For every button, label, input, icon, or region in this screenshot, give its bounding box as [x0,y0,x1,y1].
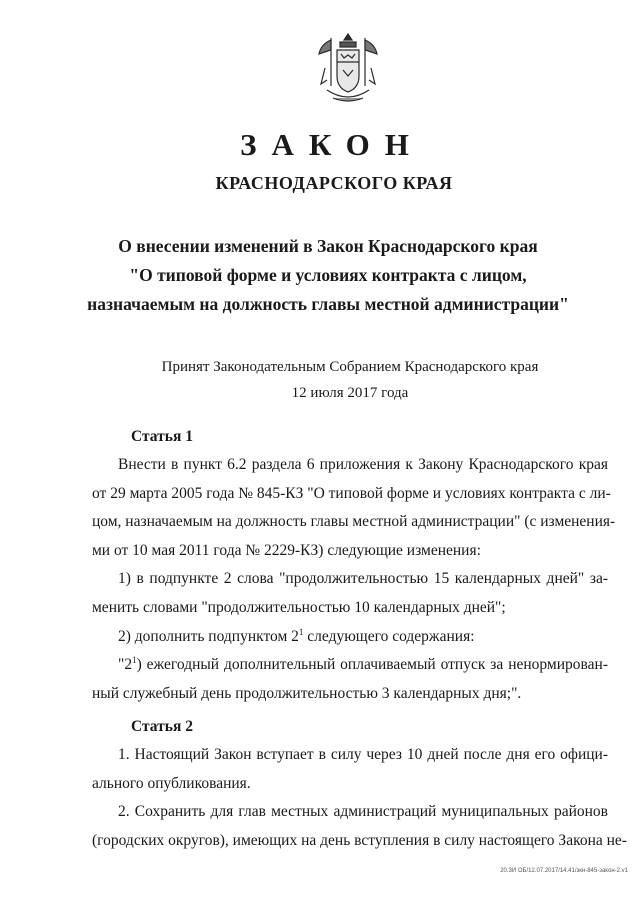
heading-line: назначаемым на должность главы местной администрации" [87,294,569,314]
adoption-body: Принят Законодательным Собранием Краснодарского края [161,359,539,375]
article-2-line: 1. Настоящий Закон вступает в силу через 10 дней после дня его офици- [118,746,608,763]
article-1-quote-line [92,651,608,680]
article-1-line: ный служебный день продолжительностью 3 календарных дня;". [92,684,522,702]
document-footer-code: 20.3И ОБ/12.07.2017/14.41/зкн-845-закон-2.v1 [500,868,628,874]
article-1-title: Статья 1 [131,428,193,445]
quote-text: ежегодный дополнительный оплачиваемый отпуск за ненормирован- [146,656,608,674]
article-1-line: от 29 марта 2005 года № 845-КЗ "О типовой форме и условиях контракта с ли- [92,484,611,502]
heading-line: "О типовой форме и условиях контракта с лицом, [129,265,527,285]
law-region: КРАСНОДАРСКОГО КРАЯ [215,173,453,193]
adoption-date: 12 июля 2017 года [291,385,409,401]
article-1-line: 1) в подпункте 2 слова "продолжительностью 15 календарных дней" за- [118,570,608,588]
heading-line: О внесении изменений в Закон Краснодарского края [118,236,538,256]
article-2-line: ального опубликования. [92,774,251,792]
article-2-body [92,741,627,855]
article-1-line: Внести в пункт 6.2 раздела 6 приложения к Закону Краснодарского края [118,456,608,473]
quote-prefix: "2 [118,656,133,674]
quote-superscript: 1 [132,655,137,666]
article-2-line: (городских округов), имеющих на день вступления в силу настоящего Закона не- [92,831,627,849]
article-2-title: Статья 2 [131,718,193,735]
quote-close: ) [136,656,147,674]
law-heading [0,232,640,319]
article-1-line: ми от 10 мая 2011 года № 2229-КЗ) следующие изменения: [92,541,481,559]
article-1-item-2 [92,623,608,652]
article-1-line: цом, назначаемым на должность главы местной администрации" (с изменения- [92,513,616,531]
article-1-line: менить словами "продолжительностью 10 календарных дней"; [92,598,506,616]
article-2-line: 2. Сохранить для глав местных администраций муниципальных районов [118,803,608,821]
coat-of-arms-emblem [313,28,383,108]
article-1-body [92,451,616,708]
item-2-superscript: 1 [298,626,304,637]
adoption-info [0,354,640,406]
item-2-prefix: 2) дополнить подпунктом 2 [118,627,299,645]
law-title: ЗАКОН [240,127,424,162]
item-2-suffix: следующего содержания: [303,627,475,645]
